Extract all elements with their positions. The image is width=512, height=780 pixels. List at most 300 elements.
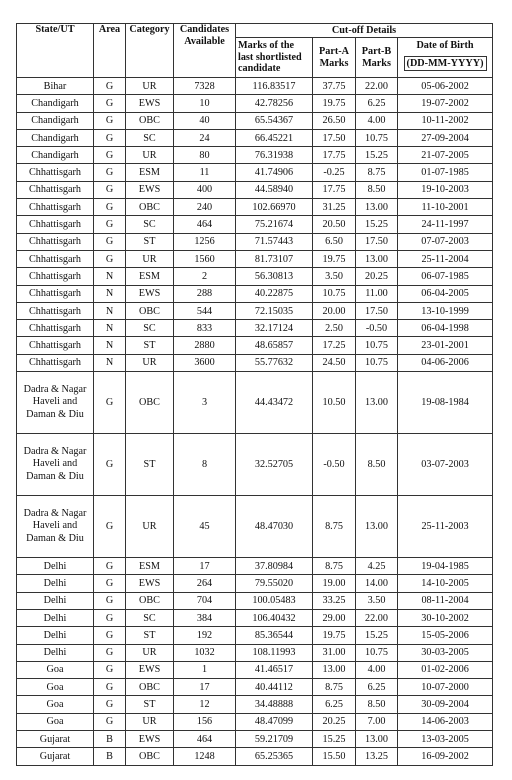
- cell-part-a: 20.00: [313, 302, 356, 319]
- cell-category: EWS: [126, 661, 174, 678]
- cell-part-b: 17.50: [356, 302, 398, 319]
- cell-part-b: 8.50: [356, 434, 398, 496]
- cell-part-b: 15.25: [356, 627, 398, 644]
- cell-part-a: -0.25: [313, 164, 356, 181]
- cell-candidates: 45: [174, 496, 236, 558]
- cell-state: Delhi: [17, 644, 94, 661]
- cell-marks: 75.21674: [236, 216, 313, 233]
- cell-marks: 41.46517: [236, 661, 313, 678]
- cell-area: G: [94, 434, 126, 496]
- cell-area: G: [94, 696, 126, 713]
- cell-part-b: 8.50: [356, 696, 398, 713]
- cell-part-b: 13.00: [356, 731, 398, 748]
- cell-part-b: 14.00: [356, 575, 398, 592]
- cell-state: Chhattisgarh: [17, 302, 94, 319]
- table-row: [17, 164, 493, 181]
- cell-dob: 30-10-2002: [398, 609, 493, 626]
- cell-part-a: 3.50: [313, 268, 356, 285]
- cell-candidates: 17: [174, 558, 236, 575]
- cell-dob: 14-06-2003: [398, 713, 493, 730]
- cell-part-a: 31.00: [313, 644, 356, 661]
- cell-candidates: 7328: [174, 78, 236, 95]
- cell-marks: 42.78256: [236, 95, 313, 112]
- cell-area: G: [94, 644, 126, 661]
- cell-dob: 06-04-2005: [398, 285, 493, 302]
- cell-category: ST: [126, 696, 174, 713]
- cell-marks: 102.66970: [236, 199, 313, 216]
- cell-category: OBC: [126, 372, 174, 434]
- cell-part-a: 13.00: [313, 661, 356, 678]
- cell-state: Gujarat: [17, 731, 94, 748]
- cell-part-a: 10.50: [313, 372, 356, 434]
- cell-marks: 106.40432: [236, 609, 313, 626]
- cell-part-a: 19.75: [313, 95, 356, 112]
- cell-state: Chandigarh: [17, 129, 94, 146]
- cell-category: UR: [126, 354, 174, 371]
- cell-part-b: 13.00: [356, 199, 398, 216]
- cell-candidates: 240: [174, 199, 236, 216]
- cell-part-b: 13.00: [356, 250, 398, 267]
- cell-part-a: -0.50: [313, 434, 356, 496]
- cell-marks: 116.83517: [236, 78, 313, 95]
- cell-candidates: 156: [174, 713, 236, 730]
- cell-area: B: [94, 731, 126, 748]
- table-row: [17, 216, 493, 233]
- cell-area: N: [94, 320, 126, 337]
- cell-candidates: 1256: [174, 233, 236, 250]
- table-row: [17, 592, 493, 609]
- cell-area: G: [94, 609, 126, 626]
- cell-part-b: 8.75: [356, 164, 398, 181]
- cell-part-b: 4.00: [356, 112, 398, 129]
- cell-part-b: -0.50: [356, 320, 398, 337]
- cell-state: Chhattisgarh: [17, 250, 94, 267]
- cell-marks: 41.74906: [236, 164, 313, 181]
- cell-part-a: 10.75: [313, 285, 356, 302]
- cell-category: SC: [126, 320, 174, 337]
- cell-dob: 05-06-2002: [398, 78, 493, 95]
- cell-part-b: 6.25: [356, 95, 398, 112]
- cell-part-a: 19.75: [313, 627, 356, 644]
- cell-area: G: [94, 496, 126, 558]
- cell-candidates: 11: [174, 164, 236, 181]
- cell-dob: 01-07-1985: [398, 164, 493, 181]
- cell-part-b: 20.25: [356, 268, 398, 285]
- table-row: [17, 609, 493, 626]
- cutoff-table-container: [16, 23, 492, 766]
- cell-dob: 19-10-2003: [398, 181, 493, 198]
- cell-part-a: 24.50: [313, 354, 356, 371]
- table-body: [17, 78, 493, 766]
- cell-part-a: 17.75: [313, 181, 356, 198]
- cell-area: G: [94, 164, 126, 181]
- cell-area: B: [94, 748, 126, 765]
- cell-state: Dadra & Nagar Haveli and Daman & Diu: [17, 496, 94, 558]
- cell-category: ST: [126, 337, 174, 354]
- cell-category: ESM: [126, 558, 174, 575]
- header-area: Area: [94, 24, 126, 78]
- cell-state: Bihar: [17, 78, 94, 95]
- cell-dob: 13-10-1999: [398, 302, 493, 319]
- cell-category: OBC: [126, 679, 174, 696]
- cell-category: EWS: [126, 575, 174, 592]
- cell-category: ST: [126, 233, 174, 250]
- cell-part-a: 17.50: [313, 129, 356, 146]
- cell-category: ST: [126, 434, 174, 496]
- cell-marks: 32.17124: [236, 320, 313, 337]
- cell-category: UR: [126, 713, 174, 730]
- cell-area: G: [94, 147, 126, 164]
- cell-state: Chhattisgarh: [17, 337, 94, 354]
- table-header: [17, 24, 493, 78]
- cell-marks: 76.31938: [236, 147, 313, 164]
- cell-part-a: 17.75: [313, 147, 356, 164]
- cell-state: Goa: [17, 679, 94, 696]
- cell-state: Goa: [17, 661, 94, 678]
- cell-area: G: [94, 181, 126, 198]
- cell-category: OBC: [126, 199, 174, 216]
- cell-state: Delhi: [17, 575, 94, 592]
- cell-category: EWS: [126, 95, 174, 112]
- cell-dob: 10-11-2002: [398, 112, 493, 129]
- cell-category: OBC: [126, 748, 174, 765]
- header-candidates: Candidates Available: [174, 24, 236, 78]
- table-row: [17, 496, 493, 558]
- cell-category: UR: [126, 147, 174, 164]
- cell-part-a: 31.25: [313, 199, 356, 216]
- cell-category: UR: [126, 644, 174, 661]
- cell-area: G: [94, 627, 126, 644]
- cell-candidates: 2880: [174, 337, 236, 354]
- cell-area: G: [94, 95, 126, 112]
- cell-candidates: 3600: [174, 354, 236, 371]
- cell-state: Chhattisgarh: [17, 181, 94, 198]
- table-row: [17, 320, 493, 337]
- cell-area: N: [94, 285, 126, 302]
- table-row: [17, 233, 493, 250]
- cell-marks: 72.15035: [236, 302, 313, 319]
- cell-marks: 48.47099: [236, 713, 313, 730]
- table-row: [17, 112, 493, 129]
- cell-area: G: [94, 372, 126, 434]
- cell-part-a: 17.25: [313, 337, 356, 354]
- table-row: [17, 679, 493, 696]
- cell-dob: 16-09-2002: [398, 748, 493, 765]
- table-row: [17, 713, 493, 730]
- cell-candidates: 544: [174, 302, 236, 319]
- cell-part-a: 19.75: [313, 250, 356, 267]
- cell-category: OBC: [126, 112, 174, 129]
- cell-part-b: 22.00: [356, 609, 398, 626]
- cell-part-a: 8.75: [313, 679, 356, 696]
- cell-marks: 56.30813: [236, 268, 313, 285]
- table-row: [17, 575, 493, 592]
- cell-marks: 44.58940: [236, 181, 313, 198]
- cell-marks: 34.48888: [236, 696, 313, 713]
- cell-state: Chhattisgarh: [17, 216, 94, 233]
- cell-part-b: 11.00: [356, 285, 398, 302]
- cell-part-a: 37.75: [313, 78, 356, 95]
- cell-dob: 10-07-2000: [398, 679, 493, 696]
- cell-part-b: 10.75: [356, 354, 398, 371]
- cell-category: SC: [126, 129, 174, 146]
- table-row: [17, 372, 493, 434]
- cell-part-a: 6.50: [313, 233, 356, 250]
- cell-state: Delhi: [17, 592, 94, 609]
- cell-candidates: 12: [174, 696, 236, 713]
- cell-state: Chandigarh: [17, 147, 94, 164]
- header-part-b: Part-B Marks: [356, 38, 398, 78]
- cell-marks: 55.77632: [236, 354, 313, 371]
- cell-dob: 21-07-2005: [398, 147, 493, 164]
- cell-candidates: 1248: [174, 748, 236, 765]
- cell-marks: 44.43472: [236, 372, 313, 434]
- table-row: [17, 78, 493, 95]
- cell-area: N: [94, 354, 126, 371]
- cell-part-a: 15.50: [313, 748, 356, 765]
- cell-candidates: 40: [174, 112, 236, 129]
- cell-candidates: 1560: [174, 250, 236, 267]
- cell-dob: 14-10-2005: [398, 575, 493, 592]
- cell-part-b: 17.50: [356, 233, 398, 250]
- cell-state: Chhattisgarh: [17, 285, 94, 302]
- header-dob-format: (DD-MM-YYYY): [404, 56, 487, 71]
- cell-dob: 03-07-2003: [398, 434, 493, 496]
- cell-marks: 100.05483: [236, 592, 313, 609]
- header-state: State/UT: [17, 24, 94, 78]
- header-part-a: Part-A Marks: [313, 38, 356, 78]
- cell-candidates: 24: [174, 129, 236, 146]
- cell-state: Delhi: [17, 627, 94, 644]
- cell-part-b: 4.00: [356, 661, 398, 678]
- cell-candidates: 464: [174, 731, 236, 748]
- cell-area: G: [94, 250, 126, 267]
- cell-state: Goa: [17, 696, 94, 713]
- cell-candidates: 833: [174, 320, 236, 337]
- cell-dob: 30-09-2004: [398, 696, 493, 713]
- cell-part-a: 20.25: [313, 713, 356, 730]
- cell-candidates: 17: [174, 679, 236, 696]
- cell-area: G: [94, 558, 126, 575]
- cell-category: UR: [126, 250, 174, 267]
- cell-area: N: [94, 302, 126, 319]
- cell-category: ESM: [126, 268, 174, 285]
- table-row: [17, 558, 493, 575]
- cell-marks: 32.52705: [236, 434, 313, 496]
- cell-state: Delhi: [17, 609, 94, 626]
- cell-dob: 01-02-2006: [398, 661, 493, 678]
- table-row: [17, 147, 493, 164]
- cell-part-a: 26.50: [313, 112, 356, 129]
- cell-category: OBC: [126, 302, 174, 319]
- table-row: [17, 268, 493, 285]
- cell-category: SC: [126, 216, 174, 233]
- header-dob-label: Date of Birth: [416, 40, 474, 51]
- cell-candidates: 3: [174, 372, 236, 434]
- cell-dob: 04-06-2006: [398, 354, 493, 371]
- cell-state: Goa: [17, 713, 94, 730]
- cell-candidates: 288: [174, 285, 236, 302]
- cell-part-b: 22.00: [356, 78, 398, 95]
- cell-candidates: 1: [174, 661, 236, 678]
- cell-state: Dadra & Nagar Haveli and Daman & Diu: [17, 372, 94, 434]
- cell-state: Gujarat: [17, 748, 94, 765]
- cell-area: G: [94, 233, 126, 250]
- cell-part-b: 13.25: [356, 748, 398, 765]
- cell-marks: 40.22875: [236, 285, 313, 302]
- header-category: Category: [126, 24, 174, 78]
- header-cutoff: Cut-off Details: [236, 24, 493, 38]
- cell-category: UR: [126, 78, 174, 95]
- cell-part-a: 2.50: [313, 320, 356, 337]
- cell-marks: 65.54367: [236, 112, 313, 129]
- cell-part-b: 7.00: [356, 713, 398, 730]
- cell-category: EWS: [126, 731, 174, 748]
- cell-marks: 81.73107: [236, 250, 313, 267]
- cell-candidates: 704: [174, 592, 236, 609]
- table-row: [17, 434, 493, 496]
- cell-state: Chhattisgarh: [17, 233, 94, 250]
- cell-area: G: [94, 199, 126, 216]
- cell-area: G: [94, 661, 126, 678]
- cell-marks: 40.44112: [236, 679, 313, 696]
- cell-part-a: 8.75: [313, 496, 356, 558]
- table-row: [17, 181, 493, 198]
- cell-dob: 23-01-2001: [398, 337, 493, 354]
- header-marks-last: Marks of the last shortlisted candidate: [236, 38, 313, 78]
- cell-state: Chandigarh: [17, 112, 94, 129]
- cell-area: G: [94, 78, 126, 95]
- cell-category: EWS: [126, 181, 174, 198]
- cell-area: G: [94, 575, 126, 592]
- cell-part-b: 10.75: [356, 129, 398, 146]
- header-dob: [398, 38, 493, 78]
- cell-area: N: [94, 268, 126, 285]
- cell-marks: 71.57443: [236, 233, 313, 250]
- table-row: [17, 95, 493, 112]
- cell-state: Chhattisgarh: [17, 320, 94, 337]
- cell-part-a: 8.75: [313, 558, 356, 575]
- cell-part-b: 6.25: [356, 679, 398, 696]
- cell-state: Dadra & Nagar Haveli and Daman & Diu: [17, 434, 94, 496]
- cell-part-b: 15.25: [356, 216, 398, 233]
- cell-part-a: 20.50: [313, 216, 356, 233]
- table-row: [17, 627, 493, 644]
- cell-candidates: 400: [174, 181, 236, 198]
- cell-category: ESM: [126, 164, 174, 181]
- cell-part-b: 13.00: [356, 372, 398, 434]
- cell-part-a: 19.00: [313, 575, 356, 592]
- cell-dob: 27-09-2004: [398, 129, 493, 146]
- cell-candidates: 464: [174, 216, 236, 233]
- cutoff-table: [16, 23, 493, 766]
- cell-area: G: [94, 216, 126, 233]
- cell-dob: 15-05-2006: [398, 627, 493, 644]
- cell-candidates: 264: [174, 575, 236, 592]
- cell-dob: 19-04-1985: [398, 558, 493, 575]
- table-row: [17, 199, 493, 216]
- table-row: [17, 285, 493, 302]
- cell-dob: 07-07-2003: [398, 233, 493, 250]
- cell-dob: 24-11-1997: [398, 216, 493, 233]
- cell-marks: 48.47030: [236, 496, 313, 558]
- table-row: [17, 644, 493, 661]
- cell-candidates: 10: [174, 95, 236, 112]
- table-row: [17, 354, 493, 371]
- cell-part-b: 10.75: [356, 337, 398, 354]
- cell-dob: 30-03-2005: [398, 644, 493, 661]
- cell-area: G: [94, 679, 126, 696]
- cell-part-a: 15.25: [313, 731, 356, 748]
- cell-dob: 06-07-1985: [398, 268, 493, 285]
- table-row: [17, 748, 493, 765]
- cell-state: Delhi: [17, 558, 94, 575]
- cell-area: G: [94, 592, 126, 609]
- table-row: [17, 731, 493, 748]
- cell-part-b: 15.25: [356, 147, 398, 164]
- cell-marks: 48.65857: [236, 337, 313, 354]
- table-row: [17, 696, 493, 713]
- cell-dob: 19-07-2002: [398, 95, 493, 112]
- cell-marks: 108.11993: [236, 644, 313, 661]
- cell-dob: 08-11-2004: [398, 592, 493, 609]
- cell-dob: 06-04-1998: [398, 320, 493, 337]
- cell-area: G: [94, 713, 126, 730]
- table-row: [17, 337, 493, 354]
- cell-state: Chhattisgarh: [17, 164, 94, 181]
- cell-area: G: [94, 112, 126, 129]
- cell-dob: 25-11-2004: [398, 250, 493, 267]
- cell-dob: 19-08-1984: [398, 372, 493, 434]
- cell-candidates: 384: [174, 609, 236, 626]
- table-row: [17, 250, 493, 267]
- cell-category: EWS: [126, 285, 174, 302]
- cell-category: ST: [126, 627, 174, 644]
- cell-candidates: 2: [174, 268, 236, 285]
- cell-state: Chhattisgarh: [17, 268, 94, 285]
- cell-state: Chhattisgarh: [17, 199, 94, 216]
- cell-category: UR: [126, 496, 174, 558]
- cell-part-b: 10.75: [356, 644, 398, 661]
- cell-marks: 65.25365: [236, 748, 313, 765]
- cell-part-b: 3.50: [356, 592, 398, 609]
- table-row: [17, 661, 493, 678]
- cell-dob: 11-10-2001: [398, 199, 493, 216]
- cell-part-b: 4.25: [356, 558, 398, 575]
- cell-category: SC: [126, 609, 174, 626]
- cell-part-b: 8.50: [356, 181, 398, 198]
- cell-state: Chandigarh: [17, 95, 94, 112]
- table-row: [17, 302, 493, 319]
- cell-state: Chhattisgarh: [17, 354, 94, 371]
- cell-marks: 59.21709: [236, 731, 313, 748]
- cell-area: G: [94, 129, 126, 146]
- cell-area: N: [94, 337, 126, 354]
- cell-candidates: 80: [174, 147, 236, 164]
- cell-marks: 37.80984: [236, 558, 313, 575]
- cell-dob: 13-03-2005: [398, 731, 493, 748]
- cell-marks: 79.55020: [236, 575, 313, 592]
- cell-part-a: 29.00: [313, 609, 356, 626]
- cell-dob: 25-11-2003: [398, 496, 493, 558]
- cell-marks: 85.36544: [236, 627, 313, 644]
- cell-part-a: 6.25: [313, 696, 356, 713]
- cell-category: OBC: [126, 592, 174, 609]
- cell-candidates: 1032: [174, 644, 236, 661]
- cell-part-b: 13.00: [356, 496, 398, 558]
- cell-candidates: 192: [174, 627, 236, 644]
- cell-marks: 66.45221: [236, 129, 313, 146]
